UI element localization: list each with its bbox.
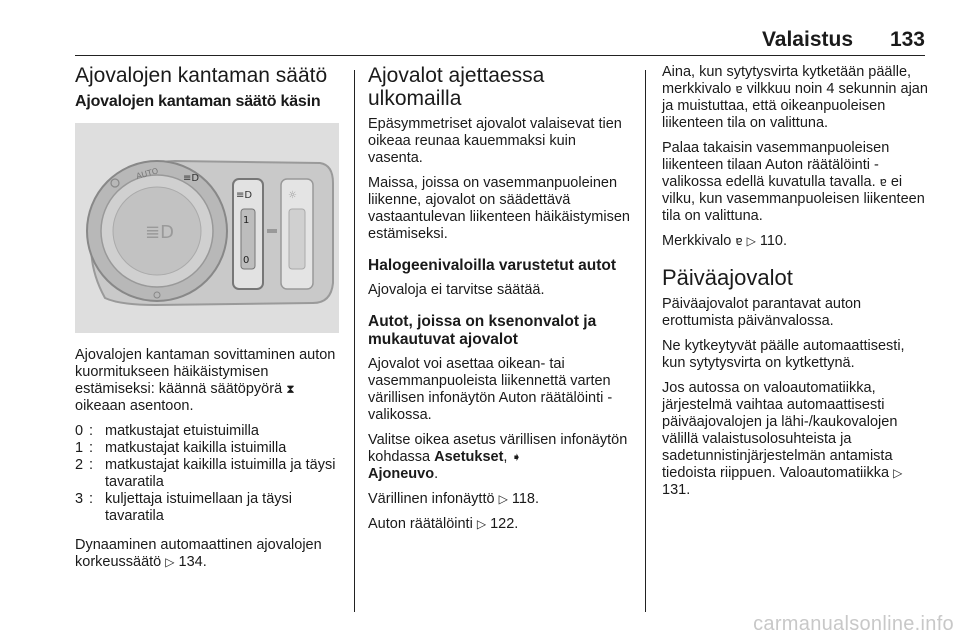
para-return-left: Palaa takaisin vasemmanpuoleisen liikenteen tilaan Auton räätälöinti -valikossa edellä kuvatulla tavalla. ɐ ei vilku, kun vasemmanpuoleisen liikenteen tila on valittuna. xyxy=(662,140,925,224)
para-range-adjust: Ajovalojen kantaman sovittaminen auton kuormitukseen häikäistymisen estämiseksi: käännä säätöpyörä xyxy=(75,347,336,397)
watermark: carmanualsonline.info xyxy=(753,613,954,635)
svg-text:≡D: ≡D xyxy=(236,190,253,201)
para-asymmetric: Epäsymmetriset ajovalot valaisevat tien oikeaa reunaa kauemmaksi kuin vasenta. xyxy=(368,116,622,166)
ref-arrow-icon: ▷ xyxy=(476,517,487,531)
subheading-xenon: Autot, joissa on ksenonvalot ja mukautuvat ajovalot xyxy=(368,313,597,348)
wheel-number-1: 1 xyxy=(243,215,250,226)
para-indicator-flash: Aina, kun sytytysvirta kytketään päälle, merkkivalo ɐ vilkkuu noin 4 sekunnin ajan ja muistuttaa, että oikeanpuoleisen liikenteen tila on valittuna. xyxy=(662,64,928,131)
column-3 xyxy=(662,64,928,507)
auto-label: AUTO xyxy=(135,166,160,181)
para-daytime-visibility: Päiväajovalot parantavat auton erottumista päivänvalossa. xyxy=(662,296,862,329)
wheel-number-0: 0 xyxy=(243,255,250,266)
ref-page-118[interactable]: 118. xyxy=(511,491,540,507)
list-item: 1 : matkustajat kaikilla istuimilla xyxy=(75,440,341,457)
level-text: kuljettaja istuimellaan ja täysi tavaratila xyxy=(105,491,292,524)
para-info-display: Värillinen infonäyttö ▷ 118. xyxy=(368,491,540,507)
menu-vehicle: Ajoneuvo xyxy=(368,466,435,482)
menu-arrow-icon: ➧ xyxy=(511,450,522,464)
para-personalization: Auton räätälöinti ▷ 122. xyxy=(368,516,519,532)
para-indicator-ref: Merkkivalo ɐ ▷ 110. xyxy=(662,233,787,249)
indicator-icon: ɐ xyxy=(735,82,743,96)
para-auto-on: Ne kytkeytyvät päälle automaattisesti, kun sytytysvirta on kytkettynä. xyxy=(662,338,905,371)
ref-arrow-icon: ▷ xyxy=(746,234,756,248)
level-key: 1 xyxy=(75,440,84,456)
para-no-adjust: Ajovaloja ei tarvitse säätää. xyxy=(368,282,545,298)
level-text: matkustajat kaikilla istuimilla xyxy=(105,440,287,456)
level-key: 3 xyxy=(75,491,84,507)
page-header xyxy=(75,28,925,56)
para-select-setting: Valitse oikea asetus värillisen infonäytön kohdassa Asetukset, ➧ Ajoneuvo. xyxy=(368,432,628,482)
level-text: matkustajat etuistuimilla xyxy=(105,423,259,439)
svg-text:☼: ☼ xyxy=(288,190,297,201)
list-item: 0 : matkustajat etuistuimilla xyxy=(75,423,341,440)
column-2 xyxy=(368,64,634,541)
load-level-list xyxy=(75,423,341,525)
svg-text:≣D: ≣D xyxy=(145,222,174,243)
light-switch-figure xyxy=(75,123,339,333)
para-left-traffic: Maissa, joissa on vasemmanpuoleinen liikenne, ajovalot on säädettävä vastaantulevan liikenteen häikäistymisen estämiseksi. xyxy=(368,175,630,242)
list-item: 2 : matkustajat kaikilla istuimilla ja täysi tavaratila xyxy=(75,457,341,491)
heading-driving-abroad: Ajovalot ajettaessa ulkomailla xyxy=(368,64,545,110)
ref-page-134[interactable]: 134. xyxy=(178,554,207,570)
page-number: 133 xyxy=(889,28,925,51)
subheading-manual-range: Ajovalojen kantaman säätö käsin xyxy=(75,93,321,110)
heading-daytime-lights: Päiväajovalot xyxy=(662,265,793,290)
para-xenon-setting: Ajovalot voi asettaa oikean- tai vasemmanpuoleista liikennettä varten värillisen infonäytön Auton räätälöinti -valikossa. xyxy=(368,356,613,423)
column-divider-2 xyxy=(645,70,646,612)
ref-arrow-icon: ▷ xyxy=(165,555,175,569)
level-text: matkustajat kaikilla istuimilla ja täysi tavaratila xyxy=(105,457,336,490)
para-dynamic-leveling: Dynaaminen automaattinen ajovalojen korkeussäätö xyxy=(75,537,322,570)
level-key: 0 xyxy=(75,423,84,439)
column-1 xyxy=(75,64,341,579)
ref-arrow-icon: ▷ xyxy=(893,466,903,480)
ref-page-110[interactable]: 110. xyxy=(759,233,787,249)
ref-page-131[interactable]: 131. xyxy=(662,482,691,498)
beam-range-icon: ⧗ xyxy=(286,382,295,396)
indicator-icon: ɐ xyxy=(735,234,743,248)
svg-text:≡D: ≡D xyxy=(183,173,200,184)
para-range-adjust-tail: oikeaan asentoon. xyxy=(75,398,194,414)
menu-settings: Asetukset xyxy=(434,449,504,465)
column-divider-1 xyxy=(354,70,355,612)
header-rule xyxy=(75,55,925,56)
level-key: 2 xyxy=(75,457,84,473)
heading-beam-range: Ajovalojen kantaman säätö xyxy=(75,64,328,87)
list-item: 3 : kuljettaja istuimellaan ja täysi tavaratila xyxy=(75,491,341,525)
ref-page-122[interactable]: 122. xyxy=(490,516,519,532)
para-light-automatic: Jos autossa on valoautomatiikka, järjestelmä vaihtaa automaattisesti päiväajovalojen ja lähi-/kaukovalojen välillä valaistusolosuhteista ja sadetunnistinjärjestelmän antamista tiedoista riippuen. Valoautomatiikka ▷ 131. xyxy=(662,380,903,498)
indicator-icon: ɐ xyxy=(879,175,887,189)
ref-arrow-icon: ▷ xyxy=(498,492,508,506)
subheading-halogen: Halogeenivaloilla varustetut autot xyxy=(368,257,617,274)
section-title: Valaistus xyxy=(761,28,853,51)
